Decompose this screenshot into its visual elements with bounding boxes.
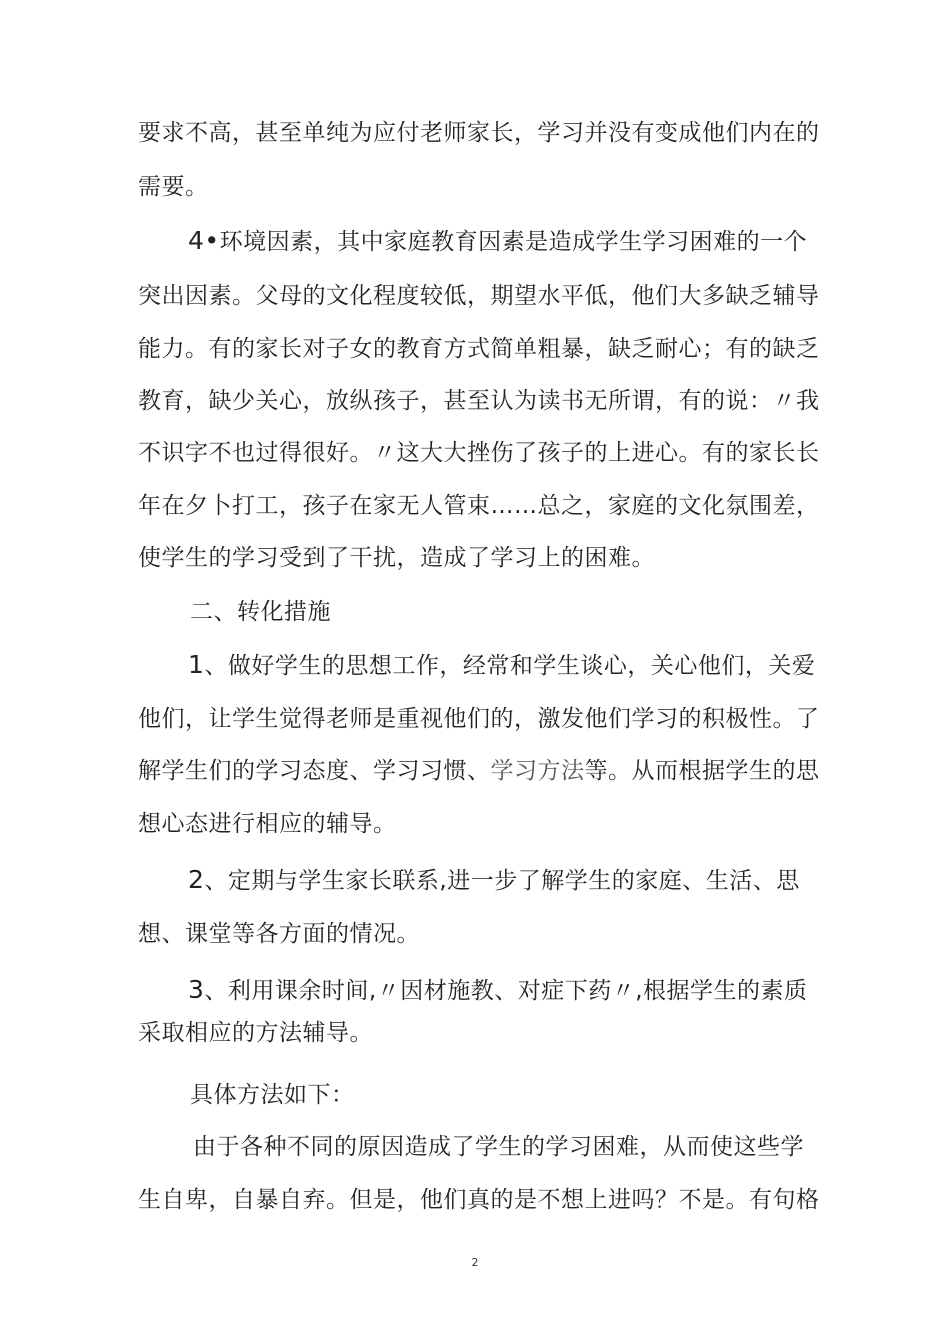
paragraph-line: 3、利用课余时间,〃因材施教、对症下药〃,根据学生的素质 <box>188 975 808 1004</box>
paragraph-line: 想、课堂等各方面的情况。 <box>138 921 420 947</box>
list-number: 4• <box>188 226 220 255</box>
paragraph-line: 2、定期与学生家长联系,进一步了解学生的家庭、生活、思 <box>188 865 800 894</box>
list-number: 1 <box>188 650 205 679</box>
section-heading: 二、转化措施 <box>190 599 331 625</box>
paragraph-line: 具体方法如下： <box>190 1082 355 1108</box>
paragraph-line: 使学生的学习受到了干扰，造成了学习上的困难。 <box>138 545 655 571</box>
paragraph-line: 他们，让学生觉得老师是重视他们的，激发他们学习的积极性。了 <box>138 706 820 732</box>
paragraph-line: 生自卑，自暴自弃。但是，他们真的是不想上进吗？不是。有句格 <box>138 1187 820 1213</box>
page-number: 2 <box>471 1256 479 1269</box>
paragraph-line: 1、做好学生的思想工作，经常和学生谈心，关心他们，关爱 <box>188 650 816 679</box>
paragraph-line: 需要。 <box>138 174 209 200</box>
paragraph-line: 不识字不也过得很好。〃这大大挫伤了孩子的上进心。有的家长长 <box>138 440 820 466</box>
highlighted-phrase: 学习方法 <box>490 758 585 784</box>
paragraph-line: 年在夕卜打工，孩子在家无人管束……总之，家庭的文化氛围差， <box>138 493 820 519</box>
list-number: 3 <box>188 975 205 1004</box>
paragraph-line: 要求不高，甚至单纯为应付老师家长，学习并没有变成他们内在的 <box>138 120 820 146</box>
list-number: 2 <box>188 865 205 894</box>
paragraph-line: 由于各种不同的原因造成了学生的学习困难，从而使这些学 <box>193 1134 804 1160</box>
paragraph-line: 4•环境因素，其中家庭教育因素是造成学生学习困难的一个 <box>188 226 808 255</box>
paragraph-line: 想心态进行相应的辅导。 <box>138 811 397 837</box>
paragraph-line: 解学生们的学习态度、学习习惯、学习方法等。从而根据学生的思 <box>138 758 820 784</box>
paragraph-line: 能力。有的家长对子女的教育方式简单粗暴，缺乏耐心；有的缺乏 <box>138 336 820 362</box>
paragraph-line: 教育，缺少关心，放纵孩子，甚至认为读书无所谓，有的说：〃我 <box>138 388 820 414</box>
paragraph-line: 采取相应的方法辅导。 <box>138 1020 373 1046</box>
paragraph-line: 突出因素。父母的文化程度较低，期望水平低，他们大多缺乏辅导 <box>138 283 820 309</box>
